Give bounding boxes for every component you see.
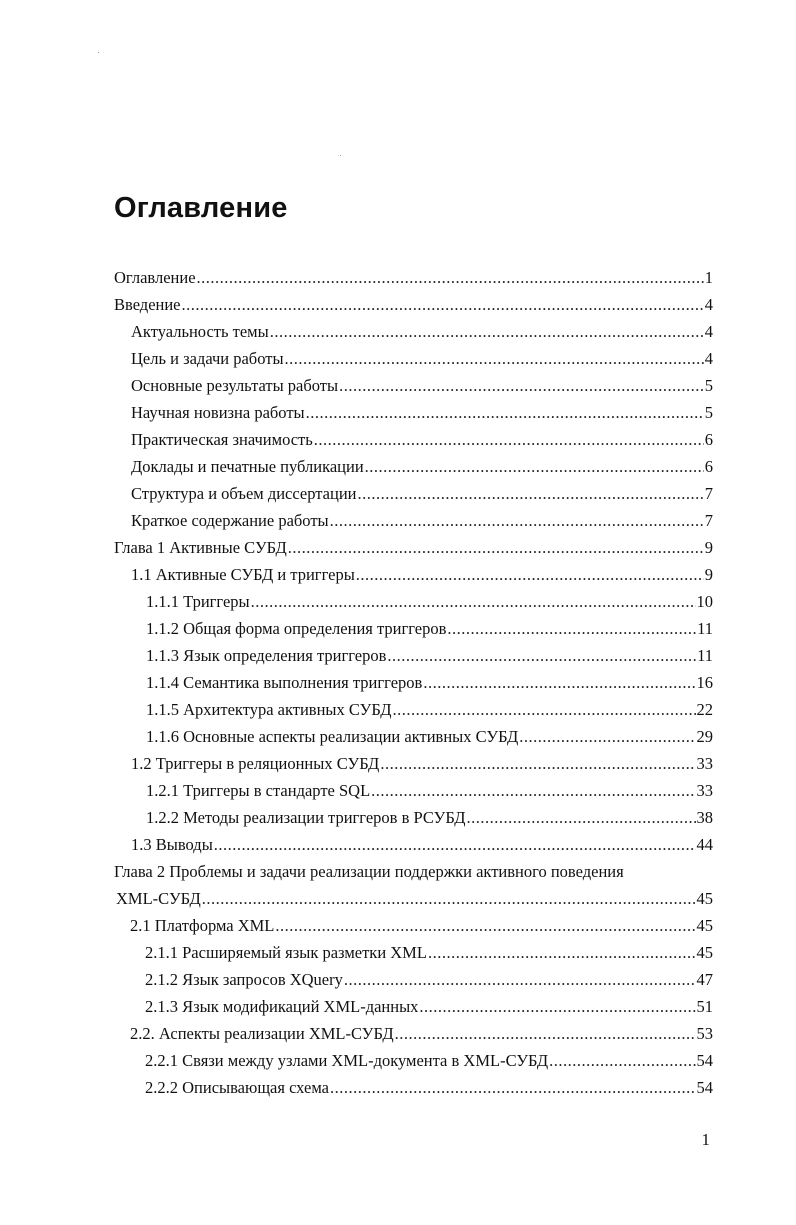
toc-page-number: 9 [704,538,713,557]
toc-entry-title: 1.3 Выводы [131,835,213,854]
toc-entry-13[interactable] [0,615,796,642]
toc-page-number: 11 [697,619,713,638]
toc-leader-dots [330,1074,696,1101]
toc-entry-27[interactable] [0,1020,796,1047]
toc-entry-title: Оглавление [114,268,196,287]
toc-entry-10[interactable] [0,534,796,561]
toc-entry-12[interactable] [0,588,796,615]
toc-entry-title: 2.1 Платформа XML [130,916,275,935]
scan-speck [98,52,99,53]
toc-entry-title: Основные результаты работы [131,376,339,395]
toc-entry-28[interactable] [0,1047,796,1074]
toc-page-number: 7 [704,484,713,503]
toc-entry-title: Практическая значимость [131,430,313,449]
toc-leader-dots [428,939,696,966]
toc-leader-dots [365,453,704,480]
toc-leader-dots [395,1020,696,1047]
toc-entry-title: XML-СУБД [116,889,201,908]
toc-page-number: 45 [696,889,713,908]
toc-entry-title: Доклады и печатные публикации [131,457,364,476]
toc-entry-title: 1.1.5 Архитектура активных СУБД [146,700,392,719]
page-title: Оглавление [114,192,288,224]
toc-leader-dots [270,318,704,345]
toc-page-number: 4 [704,349,713,368]
toc-entry-title: 2.2. Аспекты реализации XML-СУБД [130,1024,394,1043]
toc-page-number: 6 [704,457,713,476]
toc-leader-dots [251,588,696,615]
toc-page-number: 54 [696,1078,713,1097]
toc-page-number: 51 [696,997,713,1016]
toc-entry-title: 2.1.1 Расширяемый язык разметки XML [145,943,427,962]
toc-page-number: 22 [696,700,713,719]
toc-entry-title: 1.2.1 Триггеры в стандарте SQL [146,781,371,800]
toc-leader-dots [371,777,695,804]
toc-entry-title: 1.2 Триггеры в реляционных СУБД [131,754,380,773]
toc-page-number: 38 [696,808,713,827]
toc-entry-title: 1.1.2 Общая форма определения триггеров [146,619,447,638]
toc-page-number: 5 [704,403,713,422]
toc-leader-dots [419,993,695,1020]
toc-leader-dots [387,642,696,669]
toc-leader-dots [182,291,704,318]
toc-leader-dots [356,561,704,588]
toc-leader-dots [285,345,704,372]
toc-entry-title: 2.1.2 Язык запросов XQuery [145,970,343,989]
scan-speck [340,155,341,156]
toc-leader-dots [275,912,695,939]
toc-entry-21[interactable] [0,831,796,858]
toc-entry-6[interactable] [0,426,796,453]
toc-entry-0[interactable] [0,264,796,291]
toc-page-number: 9 [704,565,713,584]
toc-entry-title: 1.1.1 Триггеры [146,592,250,611]
toc-entry-26[interactable] [0,993,796,1020]
toc-page-number: 33 [696,781,713,800]
page-number: 1 [701,1130,710,1149]
toc-entry-5[interactable] [0,399,796,426]
toc-entry-title: Научная новизна работы [131,403,305,422]
toc-page-number: 44 [696,835,713,854]
toc-entry-11[interactable] [0,561,796,588]
toc-entry-title: Глава 2 Проблемы и задачи реализации поддержки активного поведения [114,862,624,881]
toc-entry-18[interactable] [0,750,796,777]
toc-entry-17[interactable] [0,723,796,750]
toc-leader-dots [423,669,695,696]
toc-page-number: 7 [704,511,713,530]
toc-page-number: 47 [696,970,713,989]
toc-entry-title: 1.1.3 Язык определения триггеров [146,646,387,665]
toc-leader-dots [380,750,695,777]
toc-entry-9[interactable] [0,507,796,534]
toc-entry-14[interactable] [0,642,796,669]
toc-entry-title: 2.2.2 Описывающая схема [145,1078,329,1097]
toc-entry-title: 1.1.6 Основные аспекты реализации активных СУБД [146,727,519,746]
toc-page-number: 29 [696,727,713,746]
toc-leader-dots [214,831,696,858]
toc-entry-22[interactable] [0,885,796,912]
toc-leader-dots [288,534,704,561]
toc-entry-29[interactable] [0,1074,796,1101]
toc-page-number: 4 [704,322,713,341]
toc-entry-25[interactable] [0,966,796,993]
toc-page-number: 4 [704,295,713,314]
toc-leader-dots [549,1047,695,1074]
toc-page-number: 54 [696,1051,713,1070]
toc-page-number: 45 [696,916,713,935]
toc-leader-dots [447,615,696,642]
toc-entry-24[interactable] [0,939,796,966]
toc-entry-2[interactable] [0,318,796,345]
toc-entry-16[interactable] [0,696,796,723]
toc-page-number: 45 [696,943,713,962]
toc-entry-title: Цель и задачи работы [131,349,284,368]
toc-entry-3[interactable] [0,345,796,372]
toc-entry-title: Краткое содержание работы [131,511,329,530]
toc-page-number: 53 [696,1024,713,1043]
toc-entry-4[interactable] [0,372,796,399]
toc-page-number: 10 [696,592,713,611]
toc-leader-dots [358,480,704,507]
toc-entry-19[interactable] [0,777,796,804]
toc-entry-20[interactable] [0,804,796,831]
toc-entry-15[interactable] [0,669,796,696]
toc-page-number: 6 [704,430,713,449]
toc-entry-title: 2.1.3 Язык модификаций XML-данных [145,997,419,1016]
toc-leader-dots [519,723,695,750]
toc-leader-dots [197,264,704,291]
toc-leader-dots [314,426,704,453]
toc-leader-dots [392,696,695,723]
toc-entry-title: 2.2.1 Связи между узлами XML-документа в XML-СУБД [145,1051,549,1070]
toc-entry-title: Структура и объем диссертации [131,484,357,503]
toc-entry-7[interactable] [0,453,796,480]
toc-entry-8[interactable] [0,480,796,507]
toc-leader-dots [344,966,696,993]
toc-entry-title: 1.2.2 Методы реализации триггеров в РСУБД [146,808,466,827]
toc-entry-title: Глава 1 Активные СУБД [114,538,287,557]
toc-page-number: 33 [696,754,713,773]
toc-entry-22-line1[interactable] [0,858,796,885]
toc-entry-title: Актуальность темы [131,322,269,341]
toc-page-number: 16 [696,673,713,692]
toc-entry-title: 1.1 Активные СУБД и триггеры [131,565,355,584]
toc-page-number: 1 [704,268,713,287]
toc-leader-dots [306,399,704,426]
toc-leader-dots [339,372,704,399]
toc-page-number: 11 [697,646,713,665]
toc-entry-23[interactable] [0,912,796,939]
toc-leader-dots [202,885,696,912]
toc-entry-title: 1.1.4 Семантика выполнения триггеров [146,673,423,692]
toc-entry-title: Введение [114,295,181,314]
toc-entry-1[interactable] [0,291,796,318]
toc-leader-dots [330,507,704,534]
toc-page-number: 5 [704,376,713,395]
toc-leader-dots [466,804,695,831]
